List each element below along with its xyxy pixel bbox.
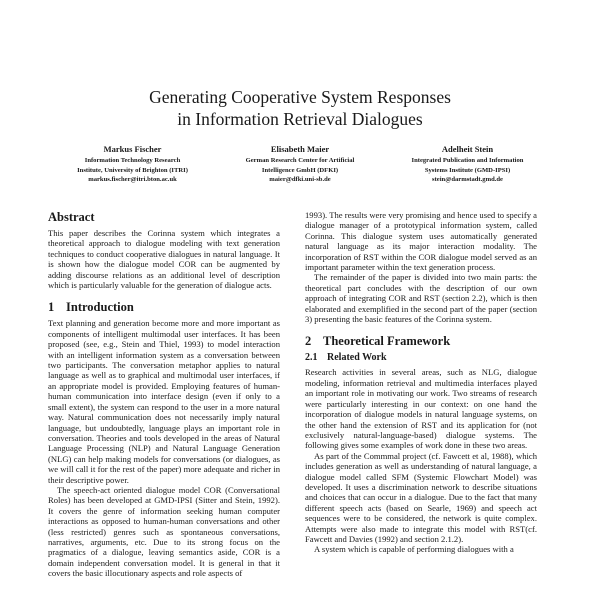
section-number: 2 xyxy=(305,334,312,349)
intro-paragraph-1: Text planning and generation become more and more important as components of intelligent multimodal user interfaces. It has been proposed (see, e.g., Stein and Thiel, 1993) to model interaction with an intelligent information system as a conversation between two participants. The conversation metaphor applies to natural language as well as to graphical and multimodal user interfaces, if an appropriate model is provided. Employing features of human-human communication into interface design (even if only to a small extent), the system can respond to the user in a more natural way. Natural communication does not necessarily imply natural language, but undoubtedly, language plays an important role in conversation. Theories and tools developed in the areas of Natural Language Processing (NLP) and Natural Language Generation (NLG) can help making models for conversations (or dialogues, as we will call it for the rest of the paper) more adequate and richer in their descriptive power. xyxy=(48,318,280,485)
author-institute: Intelligence GmbH (DFKI) xyxy=(261,166,339,174)
author-affiliation: Integrated Publication and Information xyxy=(411,157,524,164)
author-email: maier@dfki.uni-sb.de xyxy=(269,176,331,183)
subsection-title: Related Work xyxy=(327,352,387,364)
author-name: Elisabeth Maier xyxy=(270,144,330,154)
title-line-2: in Information Retrieval Dialogues xyxy=(177,109,423,129)
abstract-text: This paper describes the Corinna system which integrates a theoretical approach to dialogue modeling with text generation techniques to conduct cooperative dialogues in natural language. It is shown how the dialogue model COR can be augmented by adding discourse relations as an additional level of description which is particularly valuable for the generation of dialogue acts. xyxy=(48,228,280,291)
abstract-heading: Abstract xyxy=(48,210,95,224)
intro-continued-paragraph-2: The remainder of the paper is divided into two main parts: the theoretical part concludes with the description of our own approach of integrating COR and RST (section 2.2), which is then elaborated and exemplified in the second part of the paper (section 3) presenting the basic features of the Corinna system. xyxy=(305,272,537,325)
title-line-1: Generating Cooperative System Responses xyxy=(149,87,451,107)
author-affiliation: Information Technology Research xyxy=(84,157,181,164)
author-3 xyxy=(385,144,550,185)
author-institute: Institute, University of Brighton (ITRI) xyxy=(77,166,188,174)
related-work-paragraph-1: Research activities in several areas, such as NLG, dialogue modeling, information retrieval and multimedia interfaces played an important role in motivating our work. Two streams of research were particularly interesting in our context: on one hand the incorporation of dialogue models in natural language systems, on the other hand the extension of RST and its application for (not exclusively natural-language-based) dialogue systems. The following gives some examples of work done in these two areas. xyxy=(305,367,537,451)
section-2-heading xyxy=(305,334,537,348)
right-column xyxy=(305,210,537,555)
left-column xyxy=(48,210,280,579)
author-affiliation: German Research Center for Artificial xyxy=(245,157,355,164)
author-email: markus.fischer@itri.bton.ac.uk xyxy=(88,176,177,183)
subsection-number: 2.1 xyxy=(305,352,318,364)
related-work-paragraph-3: A system which is capable of performing dialogues with a xyxy=(314,544,514,555)
author-email: stein@darmstadt.gmd.de xyxy=(432,176,503,183)
author-2 xyxy=(218,144,383,185)
section-1-heading xyxy=(48,300,280,314)
subsection-2-1-heading xyxy=(305,352,537,364)
section-title: Theoretical Framework xyxy=(323,334,451,349)
author-institute: Systems Institute (GMD-IPSI) xyxy=(424,166,511,174)
author-name: Markus Fischer xyxy=(103,144,162,154)
paper-title xyxy=(60,86,540,130)
section-title: Introduction xyxy=(66,300,134,315)
author-name: Adelheit Stein xyxy=(441,144,494,154)
author-block xyxy=(50,144,550,185)
section-number: 1 xyxy=(48,300,55,315)
intro-paragraph-2: The speech-act oriented dialogue model COR (Conversational Roles) has been developed at GMD-IPSI (Sitter and Stein, 1992). It covers the genre of information seeking human computer interactions as opposed to human-human conversations and other (less restricted) genres such as spontaneous conversations, narratives, arguments, etc. Due to its strong focus on the pragmatics of a dialogue, leaving semantics aside, COR is a domain independent conversation model. It is general in that it covers the basic illocutionary aspects and role aspects of xyxy=(48,484,280,579)
author-1 xyxy=(50,144,215,185)
intro-continued-paragraph-1: 1993). The results were very promising and hence used to specify a dialogue manager of a prototypical information system, called Corinna. This dialogue system uses automatically generated natural language as its major interaction modality. The incorporation of RST within the COR dialogue model served as an important parameter within the text generation process. xyxy=(305,210,537,273)
related-work-paragraph-2: As part of the Commmal project (cf. Fawcett et al, 1988), which includes generation as well as understanding of natural language, a dialogue model called SFM (Systemic Flowchart Model) was developed. It uses a discrimination network to describe situations and choices that can occur in a dialogue. Due to the fact that many different speech acts (based on Searle, 1969) and speech act sequences were to be considered, the network is quite complex. Attempts were also made to integrate this model with RST(cf. Fawcett and Davies (1992) and section 2.1.2). xyxy=(305,450,537,544)
